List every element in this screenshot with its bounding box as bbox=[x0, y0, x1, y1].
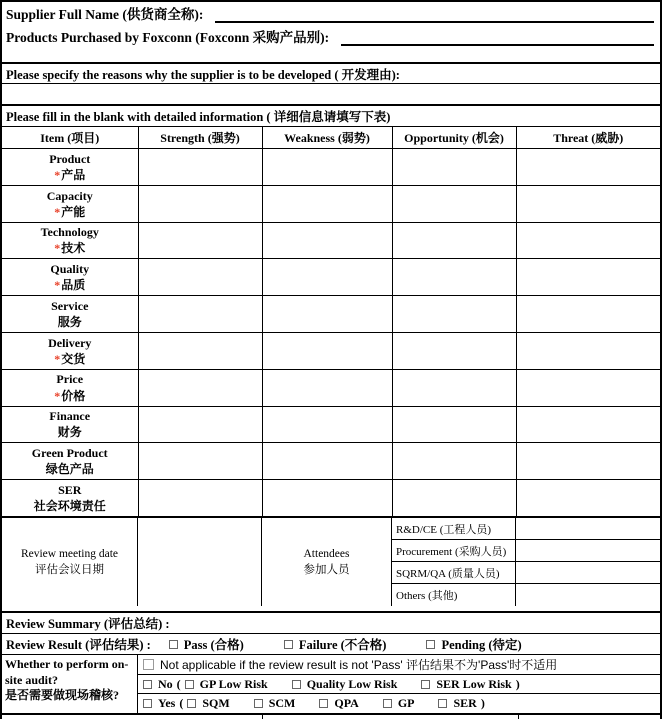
attendee-role-others: Others (其他) bbox=[392, 584, 516, 606]
not-applicable-label: Not applicable if the review result is not 'Pass' 评估结果不为'Pass'时不适用 bbox=[160, 658, 558, 672]
item-en: Capacity bbox=[46, 188, 93, 203]
item-en: Green Product bbox=[31, 446, 108, 461]
audit-option-ser-low-risk bbox=[421, 677, 511, 692]
no-checkbox[interactable] bbox=[143, 680, 152, 689]
review-result-row bbox=[2, 634, 660, 655]
swot-input-cell[interactable] bbox=[392, 406, 516, 443]
swot-row-finance bbox=[2, 406, 660, 443]
ser-low-risk-label: SER Low Risk bbox=[436, 676, 512, 691]
item-en: SER bbox=[58, 482, 82, 497]
swot-item-label bbox=[2, 259, 138, 296]
swot-input-cell[interactable] bbox=[392, 332, 516, 369]
swot-input-cell[interactable] bbox=[516, 185, 660, 222]
header-blank-area[interactable] bbox=[2, 46, 660, 62]
audit-not-applicable-row bbox=[138, 655, 660, 675]
result-option-pending bbox=[426, 635, 521, 653]
result-option-failure bbox=[284, 635, 387, 653]
swot-input-cell[interactable] bbox=[516, 406, 660, 443]
supplier-name-input-line[interactable] bbox=[215, 8, 654, 23]
attendee-role-sqrmqa: SQRM/QA (质量人员) bbox=[392, 562, 516, 584]
swot-row-service bbox=[2, 296, 660, 333]
scm-label: SCM bbox=[268, 696, 296, 710]
swot-input-cell[interactable] bbox=[392, 259, 516, 296]
cutoff-next-row bbox=[2, 715, 660, 719]
item-zh-text: 服务 bbox=[57, 315, 82, 330]
products-purchased-label: Products Purchased by Foxconn (Foxconn 采购产品别): bbox=[6, 30, 330, 45]
swot-input-cell[interactable] bbox=[516, 332, 660, 369]
item-zh bbox=[2, 314, 138, 330]
form-header-section bbox=[2, 2, 660, 64]
gp-low-risk-checkbox[interactable] bbox=[185, 680, 194, 689]
swot-input-cell[interactable] bbox=[138, 296, 262, 333]
required-asterisk: * bbox=[54, 351, 61, 366]
swot-row-quality bbox=[2, 259, 660, 296]
sqm-label: SQM bbox=[202, 696, 230, 710]
pending-label: Pending (待定) bbox=[441, 638, 522, 652]
swot-input-cell[interactable] bbox=[138, 185, 262, 222]
attendee-input-cell[interactable] bbox=[516, 562, 660, 584]
review-meeting-date-label bbox=[2, 518, 138, 606]
swot-item-label bbox=[2, 369, 138, 406]
ser-label: SER bbox=[453, 696, 477, 710]
review-meeting-date-en: Review meeting date bbox=[20, 547, 119, 560]
review-meeting-section bbox=[2, 516, 660, 606]
swot-input-cell[interactable] bbox=[138, 406, 262, 443]
swot-input-cell[interactable] bbox=[392, 149, 516, 186]
swot-input-cell[interactable] bbox=[262, 149, 392, 186]
required-asterisk: * bbox=[54, 167, 61, 182]
review-summary-row bbox=[2, 613, 660, 634]
swot-input-cell[interactable] bbox=[138, 369, 262, 406]
swot-input-cell[interactable] bbox=[138, 149, 262, 186]
swot-input-cell[interactable] bbox=[516, 259, 660, 296]
audit-option-sqm bbox=[187, 696, 229, 711]
audit-yes-row bbox=[138, 694, 660, 713]
audit-no-row bbox=[138, 675, 660, 694]
supplier-name-row bbox=[2, 4, 660, 23]
swot-item-label bbox=[2, 149, 138, 186]
swot-input-cell[interactable] bbox=[138, 480, 262, 516]
swot-item-label bbox=[2, 185, 138, 222]
swot-item-label bbox=[2, 406, 138, 443]
attendees-zh: 参加人员 bbox=[303, 564, 350, 576]
item-zh-text: 财务 bbox=[57, 425, 82, 440]
yes-checkbox[interactable] bbox=[143, 699, 152, 708]
meeting-date-input-cell[interactable] bbox=[138, 518, 262, 606]
swot-input-cell[interactable] bbox=[392, 369, 516, 406]
item-en: Price bbox=[56, 372, 84, 387]
swot-item-label bbox=[2, 332, 138, 369]
audit-option-gp-low-risk bbox=[185, 677, 268, 692]
audit-option-scm bbox=[254, 696, 296, 711]
item-zh-text: 绿色产品 bbox=[45, 462, 94, 477]
attendee-role-procurement: Procurement (采购人员) bbox=[392, 540, 516, 562]
item-zh-text: 价格 bbox=[61, 388, 86, 403]
item-zh-text: 交货 bbox=[61, 351, 86, 366]
item-zh bbox=[2, 498, 138, 514]
swot-row-technology bbox=[2, 222, 660, 259]
item-zh bbox=[2, 424, 138, 440]
swot-input-cell[interactable] bbox=[138, 443, 262, 480]
swot-input-cell[interactable] bbox=[138, 222, 262, 259]
item-zh-text: 品质 bbox=[61, 278, 86, 293]
pending-checkbox[interactable] bbox=[426, 640, 435, 649]
item-zh bbox=[2, 388, 138, 404]
swot-input-cell[interactable] bbox=[262, 369, 392, 406]
column-header-weakness: Weakness (弱势) bbox=[262, 127, 392, 149]
onsite-audit-question-zh: 是否需要做现场稽核? bbox=[5, 688, 120, 703]
swot-input-cell[interactable] bbox=[262, 332, 392, 369]
item-en: Finance bbox=[49, 409, 91, 424]
review-meeting-date-zh: 评估会议日期 bbox=[35, 564, 104, 576]
cell-divider bbox=[518, 715, 519, 719]
item-zh-text: 技术 bbox=[61, 241, 86, 256]
gp-low-risk-label: GP Low Risk bbox=[199, 676, 268, 691]
gp-label: GP bbox=[397, 696, 415, 710]
swot-input-cell[interactable] bbox=[262, 406, 392, 443]
swot-input-cell[interactable] bbox=[262, 443, 392, 480]
swot-header-row bbox=[2, 127, 660, 149]
column-header-opportunity: Opportunity (机会) bbox=[392, 127, 516, 149]
swot-input-cell[interactable] bbox=[262, 222, 392, 259]
cell-divider bbox=[262, 715, 263, 719]
swot-input-cell[interactable] bbox=[516, 296, 660, 333]
review-result-label: Review Result (评估结果) : bbox=[6, 638, 151, 652]
required-asterisk: * bbox=[54, 204, 61, 219]
close-paren: ) bbox=[515, 676, 520, 691]
audit-option-quality-low-risk bbox=[292, 677, 398, 692]
fill-in-instruction-label: Please fill in the blank with detailed information ( 详细信息请填写下表) bbox=[2, 106, 660, 127]
swot-input-cell[interactable] bbox=[138, 332, 262, 369]
swot-input-cell[interactable] bbox=[516, 149, 660, 186]
ser-checkbox[interactable] bbox=[438, 699, 447, 708]
required-asterisk: * bbox=[54, 388, 61, 403]
required-asterisk: * bbox=[54, 241, 61, 256]
swot-input-cell[interactable] bbox=[392, 185, 516, 222]
item-zh bbox=[2, 240, 138, 256]
pass-checkbox[interactable] bbox=[169, 640, 178, 649]
pass-label: Pass (合格) bbox=[183, 638, 244, 652]
no-label: No bbox=[158, 676, 173, 691]
development-reason-section bbox=[2, 64, 660, 106]
item-zh-text: 产能 bbox=[61, 204, 86, 219]
required-asterisk: * bbox=[54, 278, 61, 293]
swot-input-cell[interactable] bbox=[392, 443, 516, 480]
swot-input-cell[interactable] bbox=[392, 480, 516, 516]
onsite-audit-question-en: Whether to perform on-site audit? bbox=[5, 657, 129, 687]
development-reason-input-area[interactable] bbox=[2, 84, 660, 103]
qpa-label: QPA bbox=[334, 696, 359, 710]
swot-row-capacity bbox=[2, 185, 660, 222]
item-en: Technology bbox=[40, 225, 99, 240]
swot-row-product bbox=[2, 149, 660, 186]
swot-input-cell[interactable] bbox=[392, 296, 516, 333]
spacer-row bbox=[2, 606, 660, 613]
open-paren: ( bbox=[179, 696, 184, 710]
yes-label: Yes bbox=[158, 696, 176, 710]
open-paren: ( bbox=[176, 676, 181, 691]
swot-row-ser bbox=[2, 480, 660, 516]
swot-input-cell[interactable] bbox=[516, 443, 660, 480]
audit-option-ser bbox=[438, 696, 476, 711]
audit-option-qpa bbox=[319, 696, 358, 711]
result-option-pass bbox=[169, 635, 244, 653]
item-en: Product bbox=[49, 151, 91, 166]
column-header-item: Item (项目) bbox=[2, 127, 138, 149]
swot-item-label bbox=[2, 222, 138, 259]
attendee-input-cell[interactable] bbox=[516, 518, 660, 540]
item-en: Delivery bbox=[48, 335, 92, 350]
attendee-input-cell[interactable] bbox=[516, 540, 660, 562]
failure-checkbox[interactable] bbox=[284, 640, 293, 649]
item-en: Quality bbox=[50, 262, 90, 277]
item-zh bbox=[2, 277, 138, 293]
swot-input-cell[interactable] bbox=[516, 369, 660, 406]
swot-row-delivery bbox=[2, 332, 660, 369]
qpa-checkbox[interactable] bbox=[319, 699, 328, 708]
item-zh bbox=[2, 204, 138, 220]
close-paren: ) bbox=[480, 696, 485, 710]
onsite-audit-question bbox=[2, 655, 138, 713]
item-en: Service bbox=[51, 298, 89, 313]
swot-input-cell[interactable] bbox=[138, 259, 262, 296]
review-summary-label: Review Summary (评估总结) : bbox=[6, 617, 170, 631]
swot-input-cell[interactable] bbox=[262, 296, 392, 333]
gp-checkbox[interactable] bbox=[383, 699, 392, 708]
quality-low-risk-checkbox[interactable] bbox=[292, 680, 301, 689]
swot-input-cell[interactable] bbox=[262, 185, 392, 222]
attendees-en: Attendees bbox=[303, 547, 350, 560]
onsite-audit-section bbox=[2, 655, 660, 715]
swot-row-green-product bbox=[2, 443, 660, 480]
swot-table bbox=[2, 127, 660, 516]
supplier-name-label: Supplier Full Name (供货商全称): bbox=[6, 7, 204, 22]
development-reason-label: Please specify the reasons why the supplier is to be developed ( 开发理由): bbox=[2, 64, 660, 84]
sqm-checkbox[interactable] bbox=[187, 699, 196, 708]
swot-input-cell[interactable] bbox=[262, 480, 392, 516]
swot-input-cell[interactable] bbox=[392, 222, 516, 259]
swot-item-label bbox=[2, 296, 138, 333]
audit-option-gp bbox=[383, 696, 415, 711]
item-zh bbox=[2, 167, 138, 183]
swot-table-section bbox=[2, 127, 660, 516]
not-applicable-checkbox[interactable] bbox=[143, 659, 154, 670]
swot-input-cell[interactable] bbox=[516, 480, 660, 516]
swot-input-cell[interactable] bbox=[516, 222, 660, 259]
swot-item-label bbox=[2, 443, 138, 480]
quality-low-risk-label: Quality Low Risk bbox=[306, 676, 398, 691]
failure-label: Failure (不合格) bbox=[298, 638, 387, 652]
item-zh-text: 社会环境责任 bbox=[33, 499, 106, 514]
column-header-strength: Strength (强势) bbox=[138, 127, 262, 149]
attendee-role-rdce: R&D/CE (工程人员) bbox=[392, 518, 516, 540]
item-zh bbox=[2, 351, 138, 367]
ser-low-risk-checkbox[interactable] bbox=[421, 680, 430, 689]
swot-item-label bbox=[2, 480, 138, 516]
swot-input-cell[interactable] bbox=[262, 259, 392, 296]
attendees-label bbox=[262, 518, 392, 606]
swot-row-price bbox=[2, 369, 660, 406]
column-header-threat: Threat (威胁) bbox=[516, 127, 660, 149]
item-zh-text: 产品 bbox=[61, 167, 86, 182]
scm-checkbox[interactable] bbox=[254, 699, 263, 708]
attendee-input-cell[interactable] bbox=[516, 584, 660, 606]
item-zh bbox=[2, 461, 138, 477]
products-purchased-row bbox=[2, 23, 660, 46]
products-purchased-input-line[interactable] bbox=[341, 31, 654, 46]
